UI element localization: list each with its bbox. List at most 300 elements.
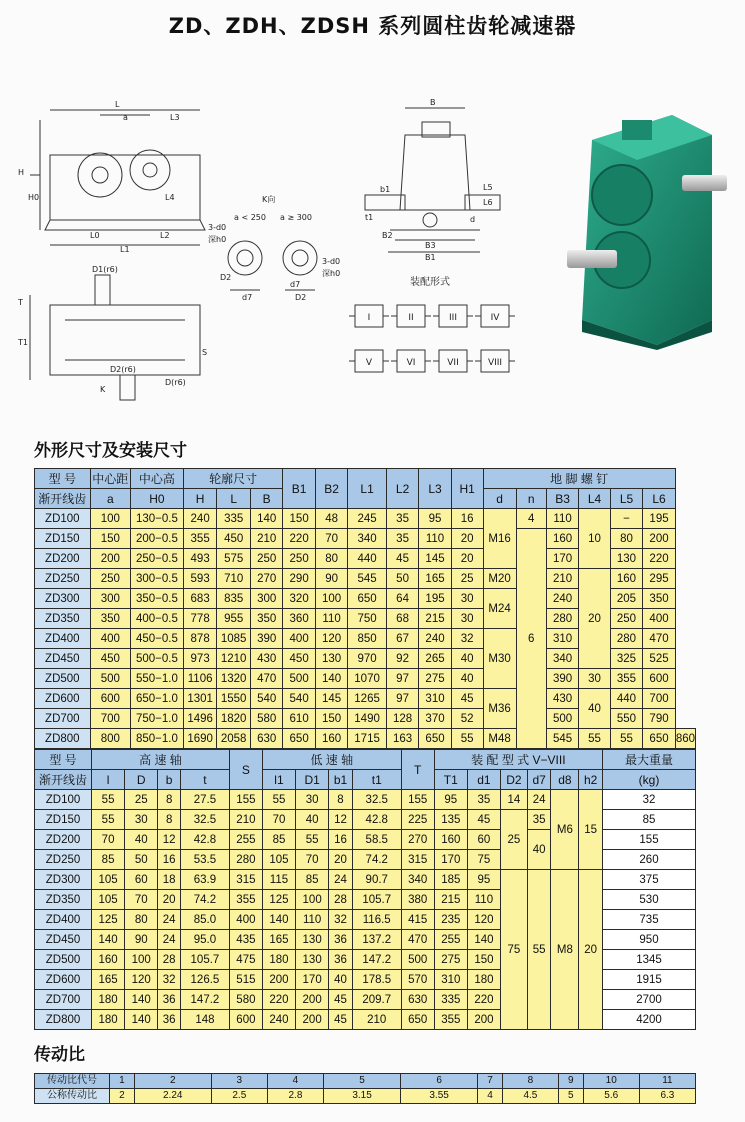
model-cell: ZD500 <box>35 669 91 689</box>
model-cell: ZD100 <box>35 509 91 529</box>
value-cell: 45 <box>329 1010 353 1030</box>
value-cell: 540 <box>283 689 315 709</box>
value-cell: 160 <box>315 729 347 749</box>
ratio-code-label: 传动比代号 <box>35 1074 110 1089</box>
value-cell: 450 <box>283 649 315 669</box>
dim-label-L5: L5 <box>483 183 493 192</box>
subheader-cell: a <box>90 489 130 509</box>
dim-label-L3: L3 <box>170 113 180 122</box>
model-cell: ZD200 <box>35 830 92 850</box>
value-cell: 170 <box>434 850 467 870</box>
dim-label-D2-k: D2 <box>220 273 232 282</box>
value-cell: 209.7 <box>352 990 401 1010</box>
value-cell: 140 <box>125 1010 158 1030</box>
value-cell: 600 <box>90 689 130 709</box>
value-cell: 200 <box>296 990 329 1010</box>
value-cell: 100 <box>296 890 329 910</box>
label-3-d0-right: 3-d0 <box>322 257 341 266</box>
value-cell: 210 <box>352 1010 401 1030</box>
value-cell: 50 <box>125 850 158 870</box>
table-row <box>35 790 696 810</box>
value-cell: 750−1.0 <box>130 709 183 729</box>
value-cell: 355 <box>229 890 262 910</box>
ratio-code-cell: 11 <box>639 1074 695 1089</box>
value-cell: 310 <box>419 689 451 709</box>
model-cell: ZD450 <box>35 649 91 669</box>
value-cell: 148 <box>180 1010 229 1030</box>
header-low-speed-shaft: 低 速 轴 <box>262 750 401 770</box>
value-cell: 275 <box>419 669 451 689</box>
value-cell: 80 <box>315 549 347 569</box>
subheader-cell: H <box>183 489 217 509</box>
value-cell: 1550 <box>217 689 251 709</box>
value-cell: 70 <box>92 830 125 850</box>
value-cell: 270 <box>250 569 282 589</box>
value-cell: 2058 <box>217 729 251 749</box>
value-cell: 440 <box>348 549 387 569</box>
subheader-cell: d1 <box>467 770 500 790</box>
value-cell: 64 <box>386 589 418 609</box>
value-cell: 12 <box>329 810 353 830</box>
nominal-ratio-cell: 2.5 <box>211 1089 267 1104</box>
dim-label-a: a <box>123 113 128 122</box>
value-cell: 350 <box>250 609 282 629</box>
dim-label-L4: L4 <box>165 193 175 202</box>
value-cell: 8 <box>329 790 353 810</box>
value-cell: 1265 <box>348 689 387 709</box>
header-model: 型 号 <box>35 750 92 770</box>
value-cell: 220 <box>262 990 295 1010</box>
value-cell: 42.8 <box>180 830 229 850</box>
value-cell: 170 <box>296 970 329 990</box>
header-foot-bolts: 地 脚 螺 钉 <box>483 469 675 489</box>
value-cell: 74.2 <box>180 890 229 910</box>
value-cell: 70 <box>125 890 158 910</box>
d2-cell: 75 <box>501 870 528 1030</box>
weight-cell: 2700 <box>603 990 696 1010</box>
dim-label-T1: T1 <box>18 338 28 347</box>
value-cell: 350−0.5 <box>130 589 183 609</box>
value-cell: 60 <box>125 870 158 890</box>
value-cell: 20 <box>158 890 181 910</box>
section-title-dimensions: 外形尺寸及安装尺寸 <box>34 441 187 461</box>
value-cell: 110 <box>419 529 451 549</box>
value-cell: 40 <box>329 970 353 990</box>
value-cell: 36 <box>329 930 353 950</box>
weight-cell: 1915 <box>603 970 696 990</box>
value-cell: 30 <box>296 790 329 810</box>
weight-cell: 375 <box>603 870 696 890</box>
value-cell: 105 <box>92 870 125 890</box>
value-cell: 580 <box>229 990 262 1010</box>
value-cell: 400−0.5 <box>130 609 183 629</box>
value-cell: 575 <box>217 549 251 569</box>
value-cell: 85 <box>262 830 295 850</box>
value-cell: 45 <box>451 689 483 709</box>
value-cell: 340 <box>348 529 387 549</box>
value-cell: 265 <box>419 649 451 669</box>
value-cell: 600 <box>643 669 676 689</box>
value-cell: 430 <box>250 649 282 669</box>
label-a-lt-250: a < 250 <box>234 213 266 222</box>
value-cell: 973 <box>183 649 217 669</box>
model-cell: ZD250 <box>35 569 91 589</box>
value-cell: 180 <box>467 970 500 990</box>
value-cell: 310 <box>434 970 467 990</box>
value-cell: 130 <box>610 549 642 569</box>
value-cell: 500 <box>283 669 315 689</box>
value-cell: 235 <box>434 910 467 930</box>
value-cell: 100 <box>315 589 347 609</box>
value-cell: 68 <box>386 609 418 629</box>
value-cell: 1085 <box>217 629 251 649</box>
subheader-cell: D1 <box>296 770 329 790</box>
value-cell: 500 <box>546 709 578 729</box>
value-cell: 400 <box>90 629 130 649</box>
ratio-table <box>34 1073 696 1104</box>
value-cell: 140 <box>262 910 295 930</box>
value-cell: 12 <box>158 830 181 850</box>
value-cell: 32.5 <box>352 790 401 810</box>
value-cell: 335 <box>434 990 467 1010</box>
value-cell: 70 <box>315 529 347 549</box>
value-cell: 435 <box>229 930 262 950</box>
table-row <box>35 689 696 709</box>
value-cell: 650 <box>283 729 315 749</box>
value-cell: 475 <box>229 950 262 970</box>
dim-label-H0: H0 <box>28 193 40 202</box>
value-cell: 295 <box>643 569 676 589</box>
ratio-code-cell: 1 <box>110 1074 135 1089</box>
value-cell: 195 <box>419 589 451 609</box>
value-cell: 32.5 <box>180 810 229 830</box>
value-cell: 545 <box>348 569 387 589</box>
weight-cell: 4200 <box>603 1010 696 1030</box>
label-depth-h0-right: 深h0 <box>322 269 341 278</box>
value-cell: 30 <box>451 589 483 609</box>
value-cell: 200 <box>90 549 130 569</box>
value-cell: 40 <box>125 830 158 850</box>
value-cell: 390 <box>250 629 282 649</box>
value-cell: 370 <box>419 709 451 729</box>
subheader-cell: L4 <box>579 489 610 509</box>
subheader-cell: D <box>125 770 158 790</box>
value-cell: 55 <box>296 830 329 850</box>
dim-label-B3: B3 <box>425 241 436 250</box>
value-cell: 390 <box>546 669 578 689</box>
value-cell: 400 <box>229 910 262 930</box>
model-cell: ZD150 <box>35 529 91 549</box>
value-cell: 95.0 <box>180 930 229 950</box>
value-cell: 220 <box>643 549 676 569</box>
value-cell: 650−1.0 <box>130 689 183 709</box>
value-cell: 220 <box>283 529 315 549</box>
value-cell: 245 <box>348 509 387 529</box>
page-title: ZD、ZDH、ZDSH 系列圆柱齿轮减速器 <box>168 14 577 38</box>
value-cell: 24 <box>158 910 181 930</box>
value-cell: 55 <box>451 729 483 749</box>
value-cell: 255 <box>434 930 467 950</box>
subheader-cell: b1 <box>329 770 353 790</box>
l4-cell: 55 <box>579 729 610 749</box>
value-cell: 16 <box>451 509 483 529</box>
nominal-ratio-cell: 4 <box>478 1089 503 1104</box>
ratio-code-cell: 4 <box>267 1074 323 1089</box>
weight-cell: 1345 <box>603 950 696 970</box>
value-cell: 180 <box>92 1010 125 1030</box>
value-cell: 147.2 <box>180 990 229 1010</box>
nominal-ratio-label: 公称传动比 <box>35 1089 110 1104</box>
bolt-n-cell: 4 <box>516 509 546 529</box>
subheader-cell: T1 <box>434 770 467 790</box>
value-cell: 1301 <box>183 689 217 709</box>
value-cell: 280 <box>546 609 578 629</box>
value-cell: 970 <box>348 649 387 669</box>
label-k-view: K向 <box>262 195 276 204</box>
ratio-code-cell: 10 <box>583 1074 639 1089</box>
value-cell: 515 <box>229 970 262 990</box>
d2-cell: 14 <box>501 790 528 810</box>
d7-cell: 55 <box>527 870 551 1030</box>
value-cell: 315 <box>401 850 434 870</box>
value-cell: 55 <box>92 790 125 810</box>
table-row <box>35 569 696 589</box>
subheader-cell: l1 <box>262 770 295 790</box>
model-cell: ZD500 <box>35 950 92 970</box>
value-cell: 90 <box>315 569 347 589</box>
value-cell: 35 <box>386 529 418 549</box>
subheader-cell: 渐开线齿 <box>35 770 92 790</box>
model-cell: ZD700 <box>35 990 92 1010</box>
value-cell: 105 <box>262 850 295 870</box>
dim-label-D2: D2(r6) <box>110 365 136 374</box>
value-cell: 85 <box>92 850 125 870</box>
value-cell: 160 <box>546 529 578 549</box>
model-cell: ZD600 <box>35 689 91 709</box>
value-cell: 130 <box>296 930 329 950</box>
nominal-ratio-cell: 2.8 <box>267 1089 323 1104</box>
value-cell: 340 <box>401 870 434 890</box>
assembly-form-label: III <box>449 313 457 323</box>
bolt-d-cell: M30 <box>483 629 516 689</box>
value-cell: 350 <box>90 609 130 629</box>
value-cell: 20 <box>451 529 483 549</box>
value-cell: 800 <box>90 729 130 749</box>
subheader-cell: n <box>516 489 546 509</box>
subheader-cell: l <box>92 770 125 790</box>
l4-cell: 10 <box>579 509 610 569</box>
value-cell: 150 <box>283 509 315 529</box>
value-cell: 290 <box>283 569 315 589</box>
header-dim: L1 <box>348 469 387 509</box>
weight-cell: 530 <box>603 890 696 910</box>
value-cell: 140 <box>315 669 347 689</box>
value-cell: 250 <box>90 569 130 589</box>
value-cell: 470 <box>643 629 676 649</box>
value-cell: 400 <box>283 629 315 649</box>
header-dim: H1 <box>451 469 483 509</box>
value-cell: 205 <box>610 589 642 609</box>
value-cell: 250−0.5 <box>130 549 183 569</box>
dim-label-B1: B1 <box>425 253 436 262</box>
subheader-cell: t1 <box>352 770 401 790</box>
value-cell: 215 <box>419 609 451 629</box>
d7-cell: 35 <box>527 810 551 830</box>
subheader-cell: L5 <box>610 489 642 509</box>
value-cell: 125 <box>262 890 295 910</box>
front-view-drawing <box>30 110 205 245</box>
dim-label-L1: L1 <box>120 245 130 254</box>
value-cell: 210 <box>546 569 578 589</box>
value-cell: 55 <box>262 790 295 810</box>
value-cell: 155 <box>229 790 262 810</box>
value-cell: 35 <box>386 509 418 529</box>
bolt-d-cell: M48 <box>483 729 516 749</box>
nominal-ratio-cell: 6.3 <box>639 1089 695 1104</box>
value-cell: 35 <box>467 790 500 810</box>
header-max-weight: 最大重量 <box>603 750 696 770</box>
header-T: T <box>401 750 434 790</box>
value-cell: 95 <box>434 790 467 810</box>
value-cell: 30 <box>451 609 483 629</box>
value-cell: 24 <box>158 930 181 950</box>
value-cell: 525 <box>643 649 676 669</box>
value-cell: 85.0 <box>180 910 229 930</box>
value-cell: 140 <box>467 930 500 950</box>
value-cell: 90 <box>125 930 158 950</box>
value-cell: 315 <box>229 870 262 890</box>
value-cell: 355 <box>434 1010 467 1030</box>
subheader-cell: B3 <box>546 489 578 509</box>
value-cell: 16 <box>158 850 181 870</box>
value-cell: 128 <box>386 709 418 729</box>
value-cell: 36 <box>329 950 353 970</box>
value-cell: 130 <box>296 950 329 970</box>
assembly-form-label: VI <box>406 358 416 368</box>
value-cell: 340 <box>546 649 578 669</box>
dim-label-d: d <box>470 215 476 224</box>
value-cell: 1490 <box>348 709 387 729</box>
subheader-cell: t <box>180 770 229 790</box>
subheader-cell: L <box>217 489 251 509</box>
value-cell: 1715 <box>348 729 387 749</box>
value-cell: 240 <box>183 509 217 529</box>
model-cell: ZD600 <box>35 970 92 990</box>
value-cell: 1070 <box>348 669 387 689</box>
header-dim: B1 <box>283 469 315 509</box>
value-cell: 8 <box>158 790 181 810</box>
subheader-cell: d <box>483 489 516 509</box>
value-cell: 52 <box>451 709 483 729</box>
value-cell: 85 <box>296 870 329 890</box>
value-cell: 178.5 <box>352 970 401 990</box>
section-title-ratio: 传动比 <box>34 1045 85 1065</box>
value-cell: 200 <box>262 970 295 990</box>
value-cell: 140 <box>92 930 125 950</box>
value-cell: 67 <box>386 629 418 649</box>
value-cell: 650 <box>643 729 676 749</box>
value-cell: 630 <box>250 729 282 749</box>
value-cell: 1820 <box>217 709 251 729</box>
value-cell: 30 <box>125 810 158 830</box>
value-cell: 470 <box>250 669 282 689</box>
subheader-cell: h2 <box>579 770 603 790</box>
dim-label-d7-right: d7 <box>290 280 301 289</box>
reducer-product-image <box>562 110 732 350</box>
dim-label-B2: B2 <box>382 231 393 240</box>
value-cell: 220 <box>467 990 500 1010</box>
value-cell: 160 <box>610 569 642 589</box>
table-row <box>35 509 696 529</box>
value-cell: 40 <box>451 669 483 689</box>
value-cell: 300 <box>90 589 130 609</box>
value-cell: 550 <box>610 709 642 729</box>
subheader-cell: (kg) <box>603 770 696 790</box>
value-cell: 70 <box>262 810 295 830</box>
model-cell: ZD300 <box>35 870 92 890</box>
value-cell: 255 <box>229 830 262 850</box>
value-cell: 380 <box>401 890 434 910</box>
value-cell: 55 <box>92 810 125 830</box>
value-cell: 493 <box>183 549 217 569</box>
value-cell: 120 <box>315 629 347 649</box>
value-cell: 16 <box>329 830 353 850</box>
value-cell: 400 <box>643 609 676 629</box>
nominal-ratio-cell: 4.5 <box>502 1089 558 1104</box>
d7-cell: 40 <box>527 830 551 870</box>
assembly-form-label: II <box>408 313 414 323</box>
value-cell: 120 <box>467 910 500 930</box>
value-cell: 140 <box>125 990 158 1010</box>
subheader-cell: L6 <box>643 489 676 509</box>
assembly-forms-label: 装配形式 <box>410 277 450 288</box>
value-cell: 40 <box>296 810 329 830</box>
value-cell: 45 <box>467 810 500 830</box>
value-cell: 75 <box>467 850 500 870</box>
value-cell: 60 <box>467 830 500 850</box>
value-cell: 18 <box>158 870 181 890</box>
nominal-ratio-cell: 2 <box>110 1089 135 1104</box>
value-cell: 150 <box>467 950 500 970</box>
value-cell: 440 <box>610 689 642 709</box>
value-cell: 147.2 <box>352 950 401 970</box>
value-cell: 25 <box>451 569 483 589</box>
assembly-form-label: VII <box>447 358 459 368</box>
value-cell: 80 <box>125 910 158 930</box>
value-cell: 500 <box>401 950 434 970</box>
nominal-ratio-cell: 3.55 <box>401 1089 478 1104</box>
value-cell: 700 <box>90 709 130 729</box>
value-cell: 650 <box>419 729 451 749</box>
value-cell: 275 <box>434 950 467 970</box>
value-cell: 240 <box>546 589 578 609</box>
value-cell: 540 <box>250 689 282 709</box>
technical-drawings <box>10 80 550 410</box>
value-cell: 570 <box>401 970 434 990</box>
ratio-code-cell: 7 <box>478 1074 503 1089</box>
value-cell: 850 <box>348 629 387 649</box>
value-cell: 415 <box>401 910 434 930</box>
model-cell: ZD700 <box>35 709 91 729</box>
value-cell: 180 <box>262 950 295 970</box>
value-cell: 130−0.5 <box>130 509 183 529</box>
value-cell: 1106 <box>183 669 217 689</box>
value-cell: 355 <box>183 529 217 549</box>
h2-cell: 15 <box>579 790 603 870</box>
value-cell: 97 <box>386 689 418 709</box>
value-cell: 95 <box>419 509 451 529</box>
value-cell: 8 <box>158 810 181 830</box>
